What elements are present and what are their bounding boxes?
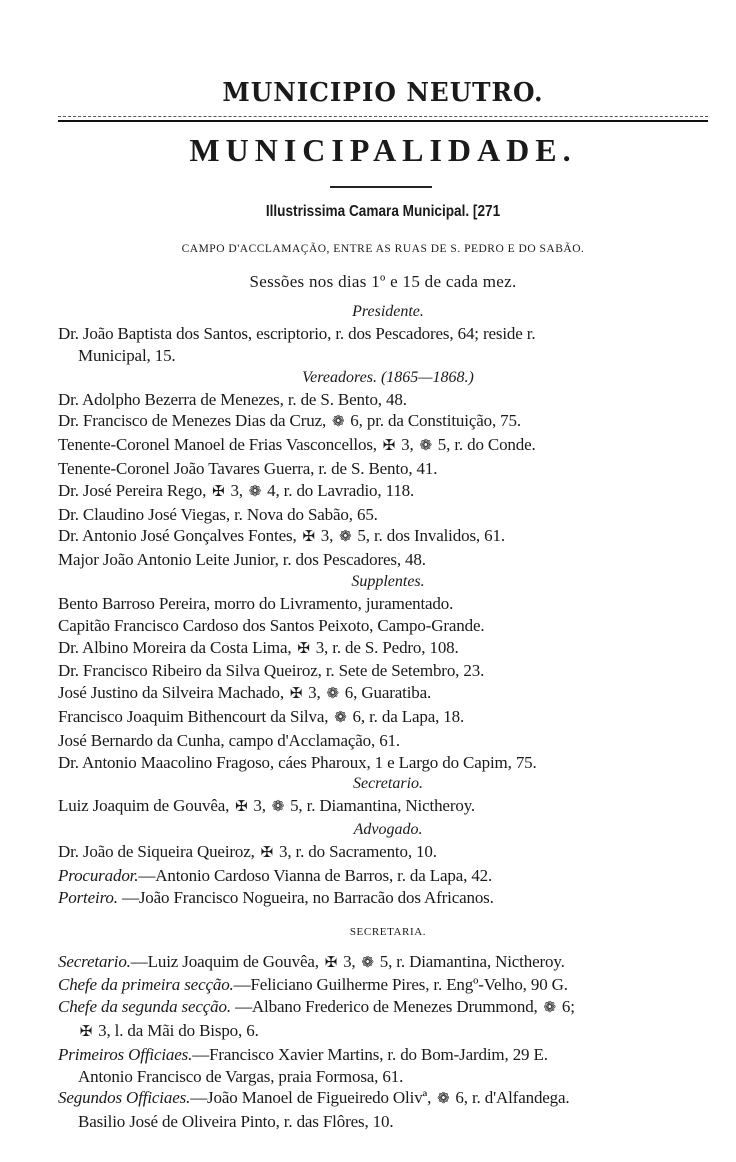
short-divider [330, 186, 432, 188]
entry-text: 5, r. Diamantina, Nictheroy. [375, 951, 565, 971]
directory-entry [58, 974, 718, 996]
directory-entry [58, 951, 718, 975]
cross-icon: ✠ [79, 1023, 93, 1040]
directory-entry [58, 525, 718, 549]
cross-icon: ✠ [260, 845, 274, 862]
directory-entry [58, 996, 718, 1020]
entry-text: —Antonio Cardoso Vianna de Barros, r. da Lapa, 42. [138, 865, 493, 885]
rosette-icon: ❁ [543, 1000, 556, 1017]
rosette-icon: ❁ [331, 414, 345, 431]
directory-entry [58, 410, 718, 434]
entry-text: Francisco Joaquim Bithencourt da Silva, [58, 706, 333, 726]
entry-text: 3, [304, 683, 325, 703]
entry-text: 3, [338, 951, 360, 971]
entry-text: 3, [316, 526, 338, 546]
entry-text: 6, pr. da Constituição, 75. [346, 411, 521, 431]
entry-text: Basilio José de Oliveira Pinto, r. das Flôres, 10. [78, 1112, 394, 1132]
entry-role: Primeiros Officiaes. [58, 1044, 193, 1064]
directory-entry [58, 795, 718, 819]
section-heading: Secretario. [352, 775, 424, 793]
institution-name: Illustrissima Camara Municipal. [271 [265, 203, 501, 220]
section-heading: Presidente. [352, 303, 424, 320]
title-divider [58, 116, 708, 122]
session-schedule: Sessões nos dias 1º e 15 de cada mez. [249, 272, 517, 291]
entry-text: 3, [249, 796, 270, 816]
directory-entry [58, 345, 718, 367]
directory-entry [58, 887, 718, 909]
entry-text: Dr. Antonio Maacolino Fragoso, cáes Pharoux, 1 e Largo do Capim, 75. [58, 752, 537, 772]
directory-entry [58, 458, 718, 480]
entry-text: 3, r. do Sacramento, 10. [274, 842, 437, 862]
entry-text: 6, r. da Lapa, 18. [348, 706, 465, 726]
entry-text: 6, r. d'Alfandega. [451, 1088, 570, 1108]
rosette-icon: ❁ [326, 686, 339, 703]
entry-text: Dr. Albino Moreira da Costa Lima, [58, 637, 296, 657]
directory-entry [58, 1087, 718, 1111]
entry-text: Major João Antonio Leite Junior, r. dos Pescadores, 48. [58, 550, 426, 570]
directory-entry [58, 841, 718, 865]
entry-text: 6, Guaratiba. [340, 683, 432, 703]
rosette-icon: ❁ [271, 799, 285, 816]
directory-entry [58, 389, 718, 411]
entry-role: Segundos Officiaes. [58, 1088, 191, 1108]
entry-text: Dr. João Baptista dos Santos, escriptorio, r. dos Pescadores, 64; reside r. [58, 324, 536, 343]
entry-text: 3, r. de S. Pedro, 108. [311, 637, 459, 657]
entry-role: Procurador. [58, 865, 139, 885]
cross-icon: ✠ [382, 438, 396, 455]
directory-entry [58, 730, 718, 752]
cross-icon: ✠ [297, 640, 310, 657]
rosette-icon: ❁ [419, 438, 432, 455]
entry-text: 5, r. Diamantina, Nictheroy. [285, 796, 476, 816]
cross-icon: ✠ [212, 483, 225, 500]
entry-text: 5, r. do Conde. [433, 435, 536, 455]
cross-icon: ✠ [324, 954, 338, 971]
entry-text: Dr. Francisco de Menezes Dias da Cruz, [58, 411, 331, 431]
entry-text: 5, r. dos Invalidos, 61. [353, 526, 505, 546]
cross-icon: ✠ [235, 799, 248, 816]
directory-entry [58, 1044, 718, 1066]
entry-text: Municipal, 15. [78, 345, 176, 365]
entry-text: Tenente-Coronel Manoel de Frias Vasconcellos, [58, 435, 382, 455]
rosette-icon: ❁ [334, 709, 347, 726]
entry-text: —Francisco Xavier Martins, r. do Bom-Jardim, 29 E. [192, 1044, 548, 1064]
entry-text: José Bernardo da Cunha, campo d'Acclamação, 61. [58, 730, 401, 750]
directory-entry [58, 1020, 718, 1044]
entry-text: Bento Barroso Pereira, morro do Livramento, juramentado. [58, 593, 454, 613]
directory-entry [58, 865, 718, 887]
section-heading: SECRETARIA. [349, 925, 427, 938]
directory-entry [58, 323, 718, 345]
entry-text: 3, [397, 435, 418, 455]
entry-text: —João Manoel de Figueiredo Olivª, [190, 1088, 436, 1108]
entry-text: 3, [226, 480, 248, 500]
directory-entry [58, 615, 718, 637]
directory-body [58, 301, 718, 1133]
directory-entry [58, 706, 718, 730]
directory-entry [58, 1066, 718, 1088]
entry-text: Dr. João de Siqueira Queiroz, [58, 842, 259, 862]
entry-text: —João Francisco Nogueira, no Barracão dos Africanos. [117, 887, 494, 907]
section-heading: Vereadores. (1865—1868.) [302, 368, 474, 386]
entry-text: José Justino da Silveira Machado, [58, 683, 289, 703]
entry-text: Antonio Francisco de Vargas, praia Formosa, 61. [78, 1066, 404, 1086]
entry-text: Dr. Antonio José Gonçalves Fontes, [58, 526, 301, 546]
entry-text: Capitão Francisco Cardoso dos Santos Peixoto, Campo-Grande. [58, 615, 485, 635]
directory-entry [58, 682, 718, 706]
entry-text: Dr. Francisco Ribeiro da Silva Queiroz, r. Sete de Setembro, 23. [58, 661, 485, 681]
entry-text: Dr. José Pereira Rego, [58, 480, 211, 500]
cross-icon: ✠ [289, 686, 303, 703]
entry-text: Dr. Claudino José Viegas, r. Nova do Sabão, 65. [58, 504, 378, 524]
rosette-icon: ❁ [361, 954, 374, 971]
entry-text: 3, l. da Mãi do Bispo, 6. [94, 1020, 259, 1040]
directory-entry [58, 637, 718, 661]
institution-address: CAMPO D'ACCLAMAÇÃO, ENTRE AS RUAS DE S. PEDRO E DO SABÃO. [181, 243, 585, 255]
entry-text: —Albano Frederico de Menezes Drummond, [230, 997, 542, 1017]
entry-text: Tenente-Coronel João Tavares Guerra, r. de S. Bento, 41. [58, 458, 438, 478]
directory-entry [58, 480, 718, 504]
entry-role: Chefe da primeira secção. [58, 975, 234, 995]
section-heading: Supplentes. [351, 572, 425, 590]
entry-role: Porteiro. [58, 887, 118, 907]
entry-text: —Luiz Joaquim de Gouvêa, [130, 951, 323, 971]
rosette-icon: ❁ [248, 483, 262, 500]
entry-text: Dr. Adolpho Bezerra de Menezes, r. de S. Bento, 48. [58, 389, 407, 409]
directory-entry [58, 504, 718, 526]
section-heading: Advogado. [353, 821, 423, 839]
entry-text: Luiz Joaquim de Gouvêa, [58, 796, 234, 816]
directory-entry [58, 660, 718, 682]
entry-role: Secretario. [58, 951, 131, 971]
entry-text: 4, r. do Lavradio, 118. [263, 480, 415, 500]
directory-entry [58, 434, 718, 458]
rosette-icon: ❁ [339, 529, 352, 546]
directory-entry [58, 1111, 718, 1133]
entry-role: Chefe da segunda secção. [58, 997, 231, 1017]
entry-text: —Feliciano Guilherme Pires, r. Engº-Velho, 90 G. [233, 975, 568, 995]
page-title: MUNICIPIO NEUTRO. [222, 78, 544, 108]
rosette-icon: ❁ [437, 1091, 450, 1108]
directory-entry [58, 593, 718, 615]
directory-entry [58, 549, 718, 571]
section-title: MUNICIPALIDADE. [189, 132, 577, 168]
entry-text: 6; [557, 997, 575, 1017]
cross-icon: ✠ [302, 529, 315, 546]
directory-entry [58, 752, 718, 774]
